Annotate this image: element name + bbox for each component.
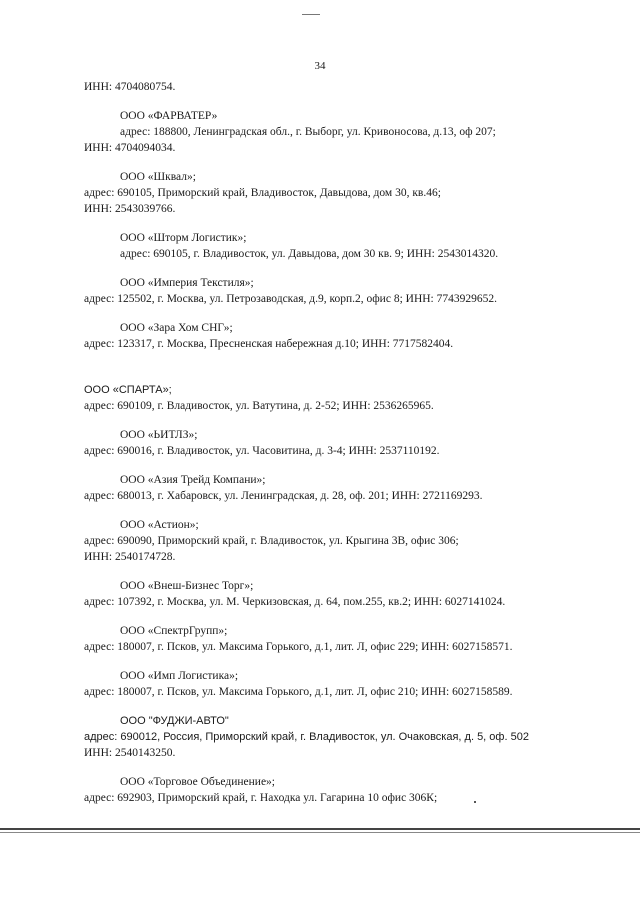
company-name: ООО «СпектрГрупп»; — [120, 625, 228, 637]
company-name: ООО «Имп Логистика»; — [120, 670, 239, 682]
list-item — [84, 668, 584, 700]
company-name: ООО «Азия Трейд Компани»; — [120, 474, 266, 486]
company-name: ООО «Шквал»; — [120, 171, 196, 183]
company-name: ООО «Зара Хом СНГ»; — [120, 322, 233, 334]
page-number: 34 — [314, 60, 326, 72]
company-address: адрес: 690109, г. Владивосток, ул. Ватутина, д. 2-52; ИНН: 2536265965. — [84, 400, 434, 412]
company-address: адрес: 180007, г. Псков, ул. Максима Горького, д.1, лит. Л, офис 210; ИНН: 6027158589. — [84, 686, 513, 698]
bottom-rule — [0, 832, 640, 833]
company-address: адрес: 123317, г. Москва, Пресненская набережная д.10; ИНН: 7717582404. — [84, 338, 454, 350]
company-name: ООО «Астион»; — [120, 519, 199, 531]
company-inn: ИНН: 4704094034. — [84, 142, 176, 154]
company-inn: ИНН: 2543039766. — [84, 203, 176, 215]
company-address: адрес: 690105, г. Владивосток, ул. Давыдова, дом 30 кв. 9; ИНН: 2543014320. — [120, 248, 499, 260]
company-name: ООО «ФАРВАТЕР» — [120, 110, 218, 122]
list-item — [84, 382, 584, 414]
bottom-rule — [0, 828, 640, 830]
list-item — [84, 320, 584, 352]
scan-mark — [302, 14, 320, 15]
company-name: ООО «Торговое Объединение»; — [120, 776, 275, 788]
list-item — [84, 713, 584, 761]
list-item — [84, 517, 584, 565]
company-address: адрес: 180007, г. Псков, ул. Максима Горького, д.1, лит. Л, офис 229; ИНН: 6027158571. — [84, 641, 513, 653]
list-item — [84, 472, 584, 504]
company-address: адрес: 690012, Россия, Приморский край, г. Владивосток, ул. Очаковская, д. 5, оф. 502 — [84, 731, 529, 743]
list-item — [84, 623, 584, 655]
scan-speck — [474, 801, 476, 803]
company-address: адрес: 690016, г. Владивосток, ул. Часовитина, д. 3-4; ИНН: 2537110192. — [84, 445, 440, 457]
company-address: адрес: 692903, Приморский край, г. Находка ул. Гагарина 10 офис 306К; — [84, 792, 438, 804]
list-item — [84, 774, 584, 806]
company-inn: ИНН: 2540174728. — [84, 551, 176, 563]
company-name: ООО «Внеш-Бизнес Торг»; — [120, 580, 254, 592]
company-list — [84, 79, 584, 806]
company-inn: ИНН: 2540143250. — [84, 747, 176, 759]
company-address: адрес: 107392, г. Москва, ул. М. Черкизовская, д. 64, пом.255, кв.2; ИНН: 6027141024. — [84, 596, 506, 608]
company-address: адрес: 690090, Приморский край, г. Владивосток, ул. Крыгина 3В, офис 306; — [84, 535, 459, 547]
list-item — [84, 108, 584, 156]
inn-line: ИНН: 4704080754. — [84, 81, 176, 93]
company-address: адрес: 188800, Ленинградская обл., г. Выборг, ул. Кривоносова, д.13, оф 207; — [120, 126, 496, 138]
company-name: ООО «Шторм Логистик»; — [120, 232, 247, 244]
list-item — [84, 578, 584, 610]
list-item — [84, 427, 584, 459]
company-name: ООО «ЬИТЛЗ»; — [120, 429, 198, 441]
company-address: адрес: 680013, г. Хабаровск, ул. Ленинградская, д. 28, оф. 201; ИНН: 2721169293. — [84, 490, 483, 502]
company-name: ООО «Империя Текстиля»; — [120, 277, 254, 289]
list-item — [84, 230, 584, 262]
company-name: ООО "ФУДЖИ-АВТО" — [120, 715, 229, 727]
company-address: адрес: 125502, г. Москва, ул. Петрозаводская, д.9, корп.2, офис 8; ИНН: 7743929652. — [84, 293, 498, 305]
company-address: адрес: 690105, Приморский край, Владивосток, Давыдова, дом 30, кв.46; — [84, 187, 441, 199]
list-item — [84, 169, 584, 217]
company-name: ООО «СПАРТА»; — [84, 384, 172, 396]
list-item — [84, 275, 584, 307]
